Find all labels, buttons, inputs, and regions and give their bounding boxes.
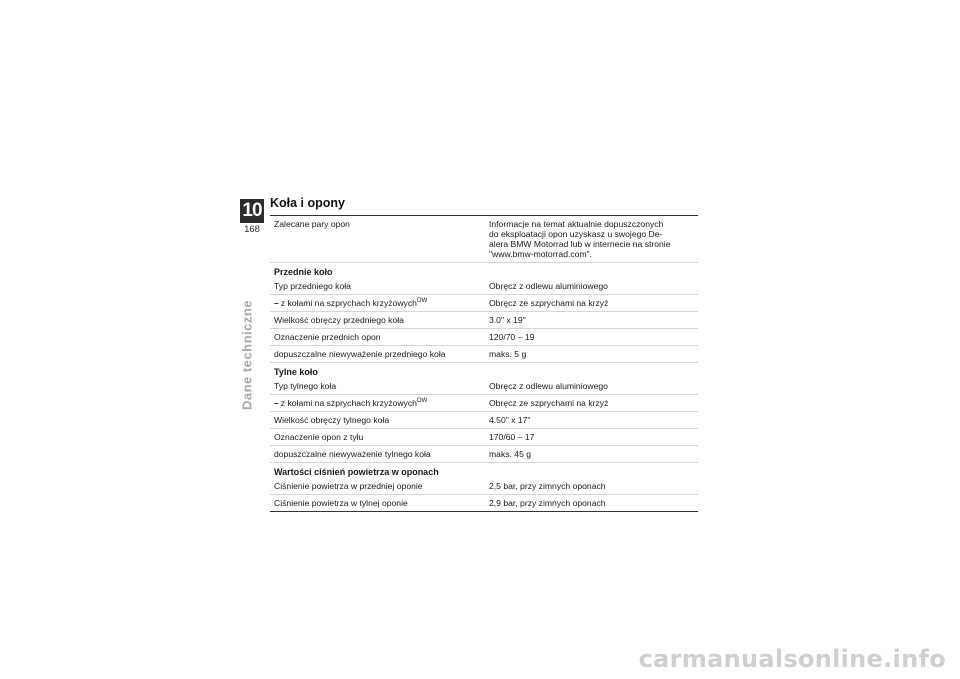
row-label <box>270 378 484 395</box>
table-row <box>270 395 698 412</box>
table-row <box>270 495 698 512</box>
row-label <box>270 295 484 312</box>
row-value: Obręcz z odlewu aluminiowego <box>484 378 698 395</box>
row-label-text: Wielkość obręczy przedniego koła <box>274 315 404 325</box>
row-label <box>270 395 484 412</box>
section-heading-row <box>270 463 698 479</box>
table-row <box>270 329 698 346</box>
row-label-text: Oznaczenie przednich opon <box>274 332 381 342</box>
table-row-intro <box>270 216 698 263</box>
row-value: 170/60 – 17 <box>484 429 698 446</box>
row-value: 3.0" x 19" <box>484 312 698 329</box>
section-heading-row <box>270 263 698 279</box>
page-number: 168 <box>244 224 260 235</box>
row-value: 2,5 bar, przy zimnych oponach <box>484 478 698 495</box>
row-label-text: Ciśnienie powietrza w tylnej oponie <box>274 498 408 508</box>
section-title-vertical: Dane techniczne <box>239 299 255 411</box>
chapter-number: 10 <box>240 199 264 223</box>
row-value: Obręcz z odlewu aluminiowego <box>484 278 698 295</box>
row-value: Informacje na temat aktualnie dopuszczonych do eksploatacji opon uzyskasz u swojego De- alera BMW Motorrad lub w internecie na stronie "www.bmw-motorrad.com". <box>484 216 698 263</box>
dash-marker: – <box>274 298 279 308</box>
row-label <box>270 478 484 495</box>
row-label <box>270 446 484 463</box>
section-heading: Przednie koło <box>270 263 698 279</box>
chapter-tab <box>240 199 264 235</box>
table-row <box>270 446 698 463</box>
table-row <box>270 378 698 395</box>
table-row <box>270 429 698 446</box>
row-label <box>270 329 484 346</box>
watermark: carmanualsonline.info <box>638 645 946 673</box>
row-value: maks. 5 g <box>484 346 698 363</box>
row-value: Obręcz ze szprychami na krzyż <box>484 295 698 312</box>
section-heading: Tylne koło <box>270 363 698 379</box>
row-value: 2,9 bar, przy zimnych oponach <box>484 495 698 512</box>
section-heading-row <box>270 363 698 379</box>
table-row <box>270 278 698 295</box>
table-row <box>270 346 698 363</box>
row-label <box>270 346 484 363</box>
row-label-text: Typ przedniego koła <box>274 281 351 291</box>
page-title: Koła i opony <box>270 196 345 210</box>
row-label-text: Wielkość obręczy tylnego koła <box>274 415 390 425</box>
row-label <box>270 495 484 512</box>
table-row <box>270 295 698 312</box>
row-label-text: Oznaczenie opon z tyłu <box>274 432 364 442</box>
row-label-text: Ciśnienie powietrza w przedniej oponie <box>274 481 423 491</box>
spec-table <box>270 215 698 512</box>
table-row <box>270 312 698 329</box>
row-label <box>270 429 484 446</box>
row-label-text: z kołami na szprychach krzyżowych <box>280 298 417 308</box>
page-content <box>270 196 698 512</box>
row-label <box>270 412 484 429</box>
section-heading: Wartości ciśnień powietrza w oponach <box>270 463 698 479</box>
row-label-text: z kołami na szprychach krzyżowych <box>280 398 417 408</box>
row-value: Obręcz ze szprychami na krzyż <box>484 395 698 412</box>
table-row <box>270 412 698 429</box>
row-label: Zalecane pary opon <box>270 216 484 263</box>
row-value: 120/70 – 19 <box>484 329 698 346</box>
row-value: 4.50" x 17" <box>484 412 698 429</box>
row-label <box>270 312 484 329</box>
dash-marker: – <box>274 398 279 408</box>
option-superscript: OW <box>416 398 428 405</box>
row-label-text: Typ tylnego koła <box>274 381 337 391</box>
row-label-text: dopuszczalne niewyważenie tylnego koła <box>274 449 431 459</box>
row-label-text: dopuszczalne niewyważenie przedniego koła <box>274 349 446 359</box>
option-superscript: OW <box>416 298 428 305</box>
row-value: maks. 45 g <box>484 446 698 463</box>
table-row <box>270 478 698 495</box>
row-label <box>270 278 484 295</box>
